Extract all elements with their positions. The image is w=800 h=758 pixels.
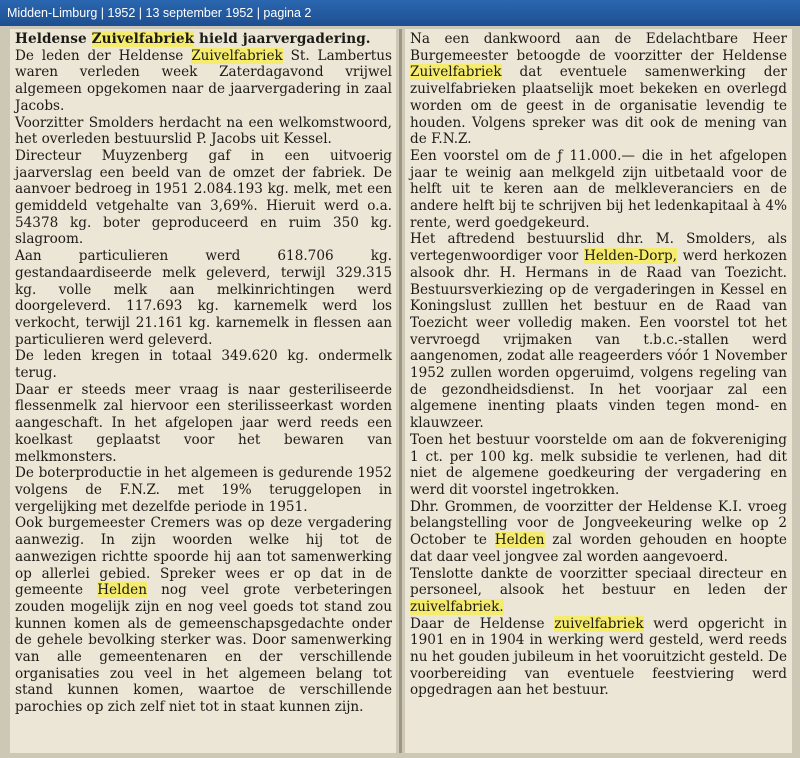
highlight-zuivelfabriek: zuivelfabriek xyxy=(554,615,644,632)
column-divider xyxy=(399,29,402,753)
paragraph-11: Het aftredend bestuurslid dhr. M. Smolders, als vertegenwoordiger voor Helden-Dorp, werd herkozen alsook dhr. H. Hermans in de Raad van Toezicht. Bestuursverkiezing op de vergaderingen in Kessel en Koningslust zulllen het bestuur en de Raad van Toezicht weer volledig maken. Een voorstel tot het vervroegd vrijmaken van t.b.c.-stallen werd aangenomen, zodat alle reageerders vóór 1 November 1952 zullen worden opgeruimd, volgens regeling van de gezondheidsdienst. In het voorjaar zal een algemene inenting plaats vinden tegen mond- en klauwzeer. xyxy=(410,231,787,432)
paragraph-4: Aan particulieren werd 618.706 kg. gestandaardiseerde melk geleverd, terwijl 329.315 kg. volle melk aan melkinrichtingen werd doorgeleverd. 117.693 kg. karnemelk werd los verkocht, terwijl 21.161 kg. karnemelk in flessen aan particulieren werd geleverd. xyxy=(15,248,392,348)
highlight-helden-dorp: Helden-Dorp, xyxy=(584,248,677,265)
paragraph-2: Voorzitter Smolders herdacht na een welkomstwoord, het overleden bestuurslid P. Jacobs uit Kessel. xyxy=(15,114,392,148)
headline-text-start: Heldense xyxy=(15,31,92,47)
article-headline xyxy=(15,31,392,48)
paragraph-1: De leden der Heldense Zuivelfabriek St. Lambertus waren verleden week Zaterdagavond vrijwel algemeen opgekomen naar de jaarvergadering in zaal Jacobs. xyxy=(15,47,393,114)
highlight-zuivelfabriek: Zuivelfabriek xyxy=(191,47,283,64)
paragraph-15: Daar de Heldense zuivelfabriek werd opgericht in 1901 en in 1904 in werking werd gesteld, werd reeds nu het gouden jubileum in het vooruitzicht gesteld. De voorbereiding van eventuele feestviering werd opgedragen aan het bestuur. xyxy=(410,615,787,699)
highlight-helden: Helden xyxy=(494,532,545,549)
paragraph-6: Daar er steeds meer vraag is naar gesteriliseerde flessenmelk zal hiervoor een sterilisseerkast worden aangeschaft. In het afgelopen jaar werd reeds een koelkast geplaatst voor het bewaren van melkmonsters. xyxy=(15,381,392,465)
paragraph-10: Een voorstel om de ƒ 11.000.— die in het afgelopen jaar te weinig aan melkgeld zijn uitbetaald voor de helft uit te keren aan de melkleveranciers en de andere helft bij te schrijven bij het ledenkapitaal à 4% rente, werd goedgekeurd. xyxy=(410,147,787,231)
paragraph-12: Toen het bestuur voorstelde om aan de fokvereniging 1 ct. per 100 kg. melk subsidie te verlenen, had dit niet de algemene goedkeuring der vergadering en werd dit voorstel ingetrokken. xyxy=(410,431,787,498)
archive-header-text: Midden-Limburg | 1952 | 13 september 1952 | pagina 2 xyxy=(7,6,312,20)
highlight-zuivelfabriek: Zuivelfabriek xyxy=(410,64,502,81)
paragraph-14: Tenslotte dankte de voorzitter speciaal directeur en personeel, alsook het bestuur en leden der zuivelfabriek. xyxy=(410,565,787,615)
article-column-left xyxy=(10,29,396,753)
paragraph-7: De boterproductie in het algemeen is gedurende 1952 volgens de F.N.Z. met 19% teruggelopen in vergelijking met dezelfde periode in 1951. xyxy=(15,465,392,515)
article-column-right xyxy=(405,29,792,753)
archive-header-bar xyxy=(0,0,800,26)
highlight-helden: Helden xyxy=(97,582,147,599)
headline-text-end: hield jaarvergadering. xyxy=(194,31,371,47)
paragraph-9: Na een dankwoord aan de Edelachtbare Heer Burgemeester betoogde de voorzitter der Heldense Zuivelfabriek dat eventuele samenwerking der zuivelfabrieken plaatselijk moet bekeken en overlegd worden om de geest in de organisatie levendig te houden. Volgens spreker was dit ook de mening van de F.N.Z. xyxy=(410,31,787,148)
highlight-zuivelfabriek: zuivelfabriek. xyxy=(410,598,504,615)
paragraph-8: Ook burgemeester Cremers was op deze vergadering aanwezig. In zijn woorden welke hij tot de aanwezigen richtte spoorde hij aan tot samenwerking op allerlei gebied. Spreker wees er op dat in de gemeente Helden nog veel grote verbeteringen zouden mogelijk zijn en nog veel goeds tot stand zou kunnen komen als de gemeenschapsgedachte onder de gehele bevolking sterker was. Door samenwerking van alle gemeentenaren en der verschillende organisaties zou veel in het algemeen belang tot stand kunnen komen, waartoe de verschillende parochies op zich zelf niet tot in staat kunnen zijn. xyxy=(15,515,393,716)
paragraph-13: Dhr. Grommen, de voorzitter der Heldense K.I. vroeg belangstelling voor de Jongveekeuring welke op 2 October te Helden zal worden gehouden en hoopte dat daar veel jongvee zal worden aangevoerd. xyxy=(410,498,787,565)
paragraph-3: Directeur Muyzenberg gaf in een uitvoerig jaarverslag een beeld van de omzet der fabriek. De aanvoer bedroeg in 1951 2.084.193 kg. melk, met een gemiddeld vetgehalte van 3,69%. Hieruit werd o.a. 54378 kg. boter geproduceerd en ruim 350 kg. slagroom. xyxy=(15,147,392,248)
highlight-zuivelfabriek-headline: Zuivelfabriek xyxy=(91,31,195,47)
paragraph-5: De leden kregen in totaal 349.620 kg. ondermelk terug. xyxy=(15,348,392,382)
newspaper-clipping xyxy=(0,26,800,758)
